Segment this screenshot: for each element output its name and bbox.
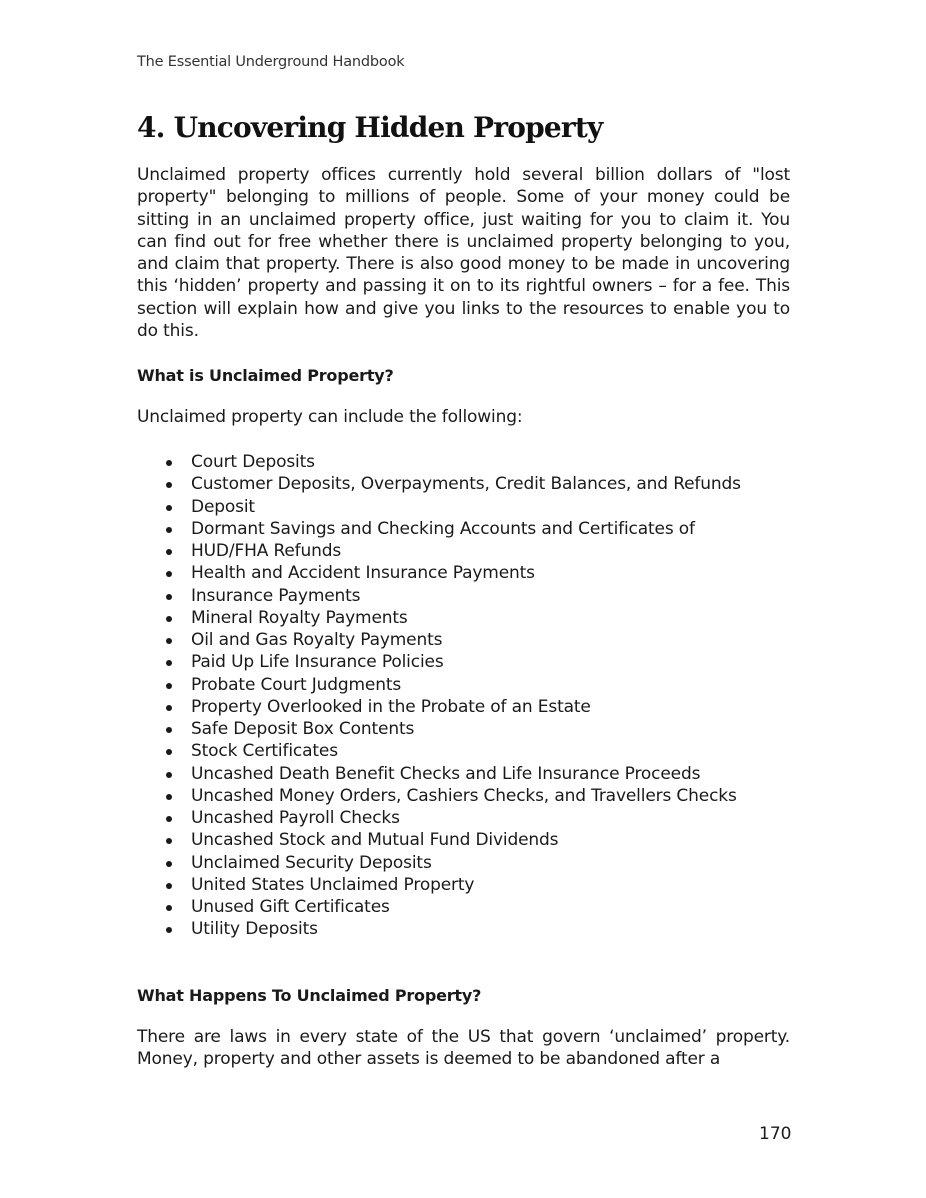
bullet-icon (166, 749, 172, 755)
list-item-text: Dormant Savings and Checking Accounts and Certificates of (191, 518, 695, 539)
list-item-text: Deposit (191, 496, 255, 517)
bullet-icon (166, 727, 172, 733)
list-item (137, 896, 741, 918)
list-item-text: Safe Deposit Box Contents (191, 719, 415, 739)
list-item-text: Health and Accident Insurance Payments (191, 563, 535, 584)
list-item (137, 540, 741, 562)
list-item-text: Uncashed Payroll Checks (191, 808, 400, 828)
bullet-icon (166, 883, 172, 889)
list-item-text: Probate Court Judgments (191, 674, 402, 695)
list-item-text: Customer Deposits, Overpayments, Credit Balances, and Refunds (191, 474, 741, 495)
list-item (137, 451, 741, 473)
list-item (137, 651, 741, 673)
list-item-text: Uncashed Money Orders, Cashiers Checks, and Travellers Checks (191, 785, 737, 806)
list-item (137, 874, 741, 896)
list-item (137, 674, 741, 696)
bullet-icon (166, 905, 172, 911)
list-item (137, 852, 741, 874)
bullet-icon (166, 571, 172, 577)
intro-paragraph: Unclaimed property offices currently hold several billion dollars of "lost property" belonging to millions of people. Some of your money could be sitting in an unclaimed property office, just waiting for you to claim it. You can find out for free whether there is unclaimed property belonging to you, and claim that property. There is also good money to be made in uncovering this ‘hidden’ property and passing it on to its rightful owners – for a fee. This section will explain how and give you links to the resources to enable you to do this. (137, 165, 790, 342)
list-item-text: Uncashed Death Benefit Checks and Life Insurance Proceeds (191, 763, 701, 784)
list-item-text: Court Deposits (191, 452, 315, 472)
list-item-text: Uncashed Stock and Mutual Fund Dividends (191, 830, 559, 851)
list-item (137, 585, 741, 607)
list-item-text: Mineral Royalty Payments (191, 607, 408, 628)
bullet-icon (166, 838, 172, 844)
bullet-icon (166, 861, 172, 867)
list-item (137, 763, 741, 785)
list-item-text: Insurance Payments (191, 585, 361, 606)
bullet-icon (166, 705, 172, 711)
page-number: 170 (759, 1124, 792, 1144)
list-item (137, 629, 741, 651)
list-item (137, 807, 741, 829)
list-item-text: Property Overlooked in the Probate of an Estate (191, 696, 591, 717)
list-item (137, 918, 741, 940)
list-item (137, 740, 741, 762)
bullet-icon (166, 505, 172, 511)
section-heading-what-is-unclaimed: What is Unclaimed Property? (137, 366, 394, 385)
list-item-text: Paid Up Life Insurance Policies (191, 652, 444, 673)
bullet-icon (166, 638, 172, 644)
bullet-icon (166, 527, 172, 533)
list-item (137, 785, 741, 807)
list-item (137, 829, 741, 851)
list-item (137, 607, 741, 629)
bullet-icon (166, 683, 172, 689)
list-item-text: Stock Certificates (191, 741, 338, 762)
list-item (137, 718, 741, 740)
bullet-icon (166, 660, 172, 666)
list-item (137, 496, 741, 518)
list-item-text: United States Unclaimed Property (191, 874, 475, 895)
list-item (137, 473, 741, 495)
section-heading-what-happens: What Happens To Unclaimed Property? (137, 986, 482, 1005)
unclaimed-property-list (137, 451, 741, 941)
list-lead-text: Unclaimed property can include the following: (137, 407, 523, 427)
bullet-icon (166, 772, 172, 778)
list-item-text: Utility Deposits (191, 919, 318, 940)
list-item (137, 696, 741, 718)
bullet-icon (166, 616, 172, 622)
list-item-text: Oil and Gas Royalty Payments (191, 630, 443, 650)
bullet-icon (166, 549, 172, 555)
laws-paragraph: There are laws in every state of the US that govern ‘unclaimed’ property. Money, property and other assets is deemed to be abandoned after a (137, 1027, 790, 1070)
chapter-title: 4. Uncovering Hidden Property (137, 111, 603, 144)
bullet-icon (166, 594, 172, 600)
bullet-icon (166, 460, 172, 466)
bullet-icon (166, 794, 172, 800)
list-item (137, 518, 741, 540)
list-item (137, 562, 741, 584)
list-item-text: Unused Gift Certificates (191, 897, 390, 917)
list-item-text: HUD/FHA Refunds (191, 541, 342, 561)
bullet-icon (166, 927, 172, 933)
running-header: The Essential Underground Handbook (137, 54, 405, 70)
bullet-icon (166, 482, 172, 488)
list-item-text: Unclaimed Security Deposits (191, 852, 432, 873)
bullet-icon (166, 816, 172, 822)
